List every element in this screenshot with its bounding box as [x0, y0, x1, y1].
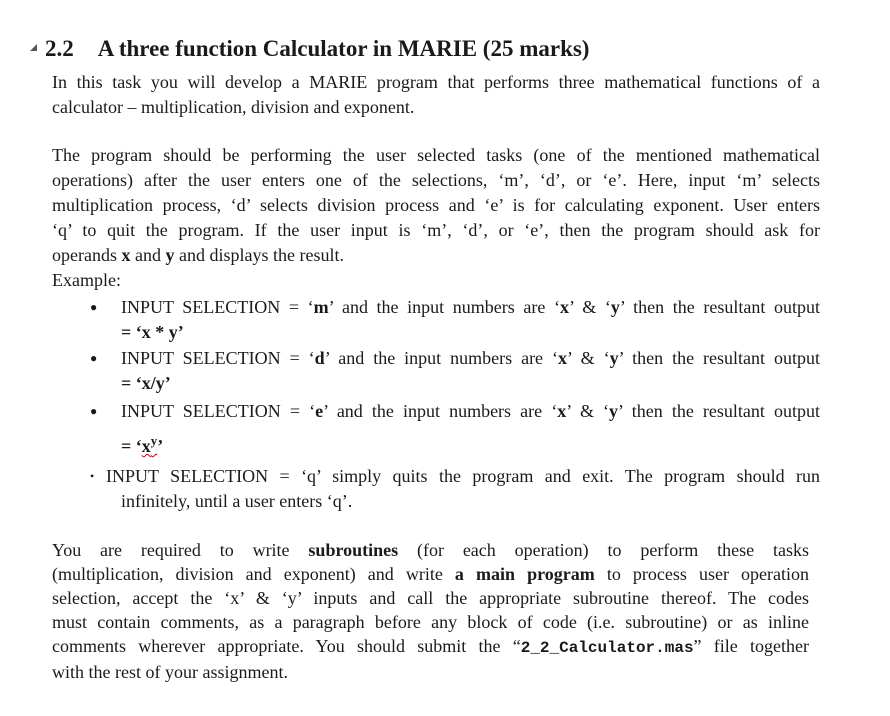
- example-x: x: [557, 401, 567, 421]
- description-line-1: The program should be performing the user selected tasks (one of the mentioned mathematical: [52, 145, 820, 165]
- requirements-text: ” file together: [693, 636, 810, 656]
- requirements-line-5: [52, 634, 809, 660]
- description-line-2: operations) after the user enters one of the selections, ‘m’, ‘d’, or ‘e’. Here, input ‘m’ selects: [52, 170, 820, 190]
- bullet-icon: •: [90, 469, 95, 483]
- bullet-icon: ●: [90, 404, 98, 418]
- exponent-power: y: [150, 433, 158, 448]
- intro-line-2: calculator – multiplication, division and exponent.: [52, 97, 415, 117]
- result-text: and displays the result.: [174, 245, 344, 265]
- example-line: [121, 399, 820, 424]
- example-text: ’ then the resultant output: [618, 401, 820, 421]
- example-text: ’ then the resultant output: [619, 297, 821, 317]
- description-line-3: multiplication process, ‘d’ selects division process and ‘e’ is for calculating exponent. User enters: [52, 195, 820, 215]
- section-title: A three function Calculator in MARIE (25 marks): [97, 36, 590, 61]
- description-paragraph: [52, 143, 820, 293]
- example-text: ’ and the input numbers are ‘: [323, 401, 558, 421]
- requirements-line-2: [52, 562, 809, 586]
- example-text: INPUT SELECTION = ‘: [121, 297, 314, 317]
- requirements-line-3: selection, accept the ‘x’ & ‘y’ inputs and call the appropriate subroutine thereof. The codes: [52, 588, 809, 608]
- quit-line-1: INPUT SELECTION = ‘q’ simply quits the program and exit. The program should run: [106, 466, 820, 486]
- requirements-text: You are required to write: [52, 540, 309, 560]
- intro-line-1: In this task you will develop a MARIE program that performs three mathematical functions of a: [52, 72, 820, 92]
- example-result: = ‘x * y’: [121, 322, 184, 342]
- operand-y: y: [165, 245, 175, 265]
- example-text: ’ & ‘: [569, 297, 611, 317]
- description-line-4: ‘q’ to quit the program. If the user input is ‘m’, ‘d’, or ‘e’, then the program should ask for: [52, 220, 820, 240]
- example-text: ’ & ‘: [566, 401, 610, 421]
- example-text: INPUT SELECTION = ‘: [121, 401, 316, 421]
- example-selection: e: [315, 401, 324, 421]
- requirements-line-4: must contain comments, as a paragraph before any block of code (i.e. subroutine) or as inline: [52, 612, 809, 632]
- example-result-power: [141, 433, 158, 456]
- example-text: ’ and the input numbers are ‘: [324, 348, 558, 368]
- example-result: [121, 428, 820, 459]
- example-selection: d: [314, 348, 325, 368]
- bullet-icon: ●: [90, 351, 98, 365]
- section-heading: [30, 34, 589, 64]
- exponent-base: x: [141, 436, 151, 456]
- requirements-text: comments wherever appropriate. You should submit the “: [52, 636, 521, 656]
- requirements-line-1: [52, 538, 809, 562]
- and-text: and: [130, 245, 166, 265]
- example-result-prefix: = ‘: [121, 436, 142, 456]
- requirements-paragraph: [52, 538, 809, 684]
- requirements-text: (multiplication, division and exponent) and write: [52, 564, 455, 584]
- example-result: = ‘x/y’: [121, 373, 171, 393]
- example-selection: m: [313, 297, 329, 317]
- intro-paragraph: [52, 70, 820, 120]
- collapse-triangle-icon[interactable]: [30, 44, 37, 51]
- example-text: ’ and the input numbers are ‘: [328, 297, 560, 317]
- example-x: x: [558, 348, 567, 368]
- example-y: y: [609, 401, 619, 421]
- example-text: ’ then the resultant output: [618, 348, 820, 368]
- submission-filename: 2_2_Calculator.mas: [520, 639, 694, 657]
- example-result-suffix: ’: [157, 436, 164, 456]
- description-line-5: [52, 243, 820, 268]
- operand-x: x: [121, 245, 131, 265]
- requirements-bold-main-program: a main program: [454, 564, 595, 584]
- bullet-icon: ●: [90, 300, 98, 314]
- requirements-text: to process user operation: [594, 564, 809, 584]
- example-text: INPUT SELECTION = ‘: [121, 348, 315, 368]
- example-label: Example:: [52, 270, 121, 290]
- quit-line-2: infinitely, until a user enters ‘q’.: [121, 491, 353, 511]
- operands-text: operands: [52, 245, 122, 265]
- example-y: y: [609, 348, 619, 368]
- requirements-text: (for each operation) to perform these tasks: [398, 540, 809, 560]
- requirements-line-6: with the rest of your assignment.: [52, 662, 288, 682]
- example-y: y: [610, 297, 620, 317]
- section-number: 2.2: [45, 36, 74, 61]
- example-line: [121, 295, 820, 320]
- example-x: x: [560, 297, 569, 317]
- example-line: [121, 346, 820, 371]
- requirements-bold-subroutines: subroutines: [308, 540, 399, 560]
- example-text: ’ & ‘: [567, 348, 610, 368]
